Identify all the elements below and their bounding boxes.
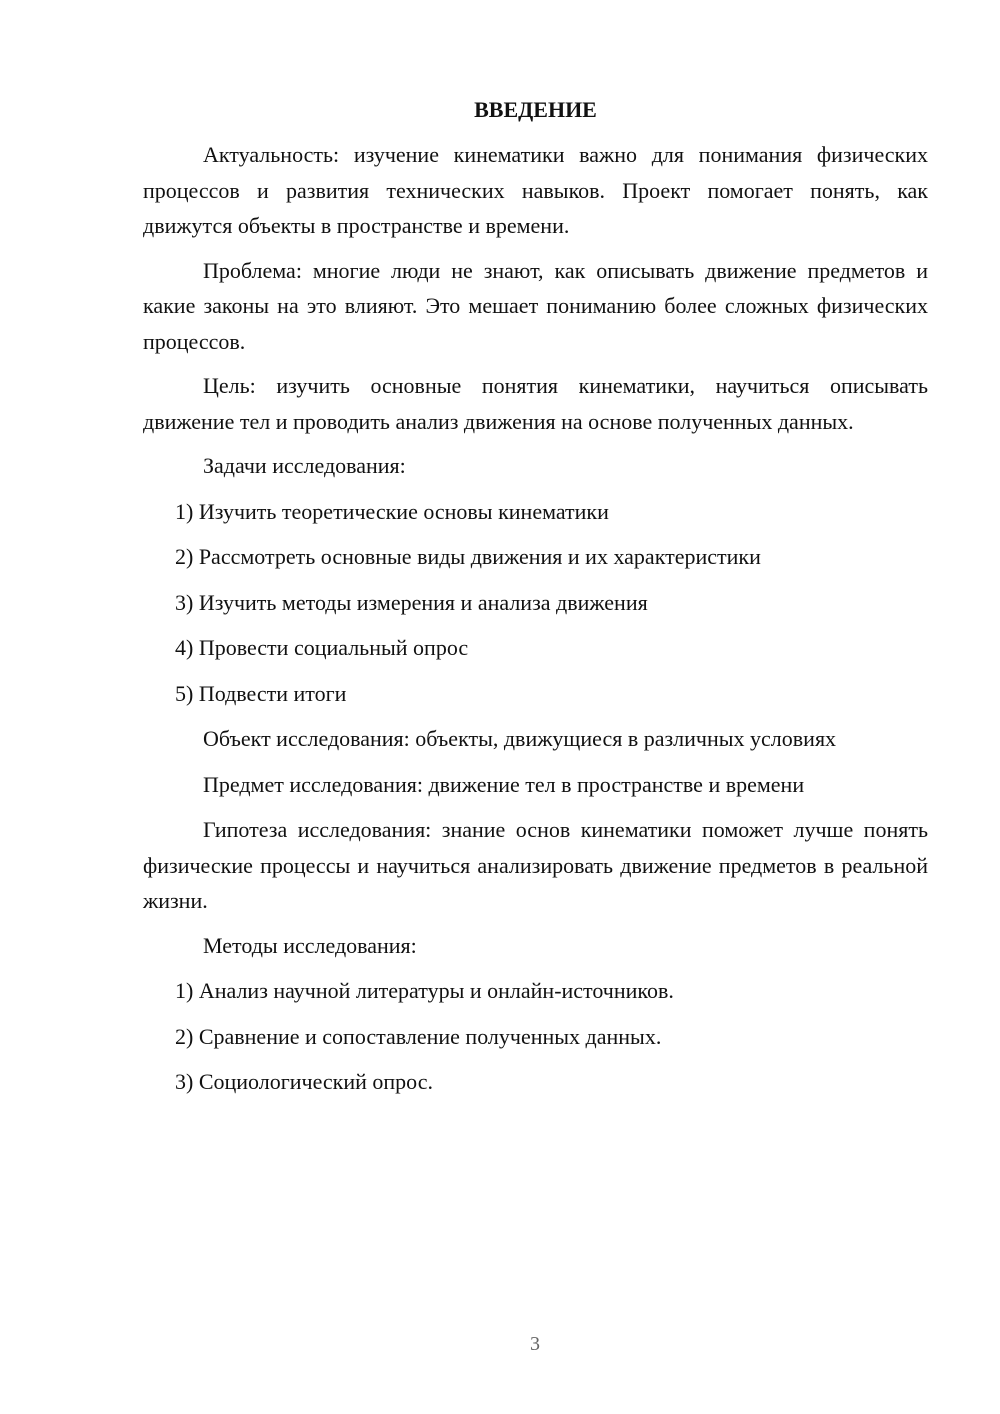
list-item: 3) Социологический опрос. bbox=[175, 1069, 433, 1094]
list-item: 3) Изучить методы измерения и анализа движения bbox=[175, 589, 648, 615]
paragraph-relevance: Актуальность: изучение кинематики важно для понимания физических процессов и развития технических навыков. Проект помогает понять, как движутся объекты в пространстве и времени. bbox=[143, 142, 928, 238]
section-heading: ВВЕДЕНИЕ bbox=[474, 97, 597, 122]
tasks-list bbox=[143, 494, 928, 712]
page-number: 3 bbox=[530, 1333, 540, 1355]
list-item: 4) Провести социальный опрос bbox=[175, 635, 469, 660]
list-item: 2) Сравнение и сопоставление полученных данных. bbox=[175, 1023, 662, 1049]
tasks-title: Задачи исследования: bbox=[203, 453, 406, 478]
methods-list bbox=[143, 973, 928, 1100]
paragraph-object: Объект исследования: объекты, движущиеся в различных условиях bbox=[203, 726, 837, 751]
paragraph-goal: Цель: изучить основные понятия кинематики, научиться описывать движение тел и проводить анализ движения на основе полученных данных. bbox=[143, 373, 928, 434]
paragraph-problem: Проблема: многие люди не знают, как описывать движение предметов и какие законы на это влияют. Это мешает пониманию более сложных физических процессов. bbox=[143, 257, 928, 354]
list-item: 2) Рассмотреть основные виды движения и их характеристики bbox=[175, 544, 761, 569]
page-content bbox=[143, 94, 928, 1110]
list-item: 1) Изучить теоретические основы кинематики bbox=[175, 498, 609, 524]
list-item: 5) Подвести итоги bbox=[175, 680, 347, 706]
methods-title: Методы исследования: bbox=[203, 932, 417, 958]
paragraph-hypothesis: Гипотеза исследования: знание основ кинематики поможет лучше понять физические процессы и научиться анализировать движение предметов в реальной жизни. bbox=[143, 817, 928, 913]
paragraph-subject: Предмет исследования: движение тел в пространстве и времени bbox=[203, 771, 805, 797]
list-item: 1) Анализ научной литературы и онлайн-источников. bbox=[175, 978, 674, 1003]
